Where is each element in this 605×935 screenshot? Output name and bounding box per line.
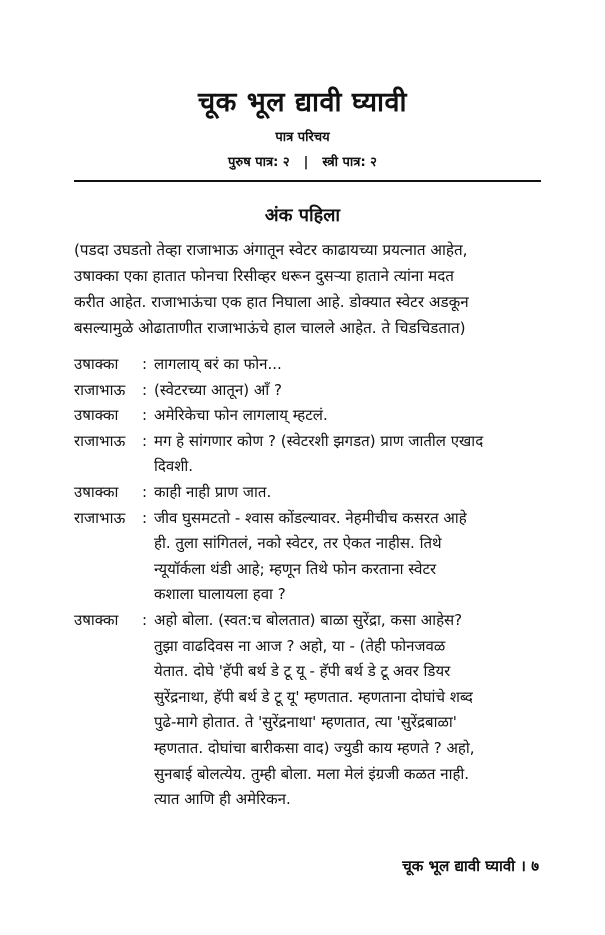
dialogue-line: तुझा वाढदिवस ना आज ? अहो, या - (तेही फोनजवळ — [154, 636, 446, 655]
male-characters-count: पुरुष पात्र: २ — [228, 155, 290, 170]
cast-heading: पात्र परिचय — [275, 130, 330, 145]
speaker-colon: : — [142, 431, 148, 450]
dialogue-line: येतात. दोघे 'हॅपी बर्थ डे टू यू - हॅपी बर्थ डे टू अवर डियर — [154, 662, 451, 681]
dialogue-line: त्यात आणि ही अमेरिकन. — [154, 790, 291, 809]
dialogue-entry — [74, 480, 544, 506]
speaker-name: उषाक्का — [74, 355, 119, 373]
speaker-name: उषाक्का — [74, 610, 119, 629]
dialogue-line: दिवशी. — [154, 457, 194, 476]
speaker-colon: : — [142, 508, 148, 527]
dialogue-entry — [74, 608, 544, 813]
speaker-colon: : — [142, 610, 148, 629]
dialogue-line: जीव घुसमटतो - श्वास कोंडल्यावर. नेहमीचीच कसरत आहे — [154, 508, 467, 527]
dialogue-entry — [74, 352, 544, 378]
dialogue-line: सुरेंद्रनाथा, हॅपी बर्थ डे टू यू' म्हणतात. म्हणताना दोघांचे शब्द — [154, 687, 473, 706]
dialogue-line: मग हे सांगणार कोण ? (स्वेटरशी झगडत) प्राण जातील एखाद — [154, 431, 484, 450]
dialogue-line: काही नाही प्राण जात. — [154, 482, 272, 501]
dialogue-entry — [74, 429, 544, 480]
dialogue-entry — [74, 506, 544, 608]
dialogue-section — [74, 352, 544, 813]
running-footer: चूक भूल द्यावी घ्यावी । ७ — [402, 857, 539, 875]
dialogue-line: (स्वेटरच्या आतून) आँ ? — [154, 380, 282, 399]
dialogue-line: ही. तुला सांगितलं, नको स्वेटर, तर ऐकत नाहीस. तिथे — [154, 534, 442, 553]
dialogue-line: कशाला घालायला हवा ? — [154, 585, 286, 604]
dialogue-line: सुनबाई बोलत्येय. तुम्ही बोला. मला मेलं इंग्रजी कळत नाही. — [154, 764, 470, 783]
dialogue-line: पुढे-मागे होतात. ते 'सुरेंद्रनाथा' म्हणतात, त्या 'सुरेंद्रबाळा' — [154, 713, 457, 732]
speaker-name: राजाभाऊ — [74, 431, 126, 450]
dialogue-line: न्यूयॉर्कला थंडी आहे; म्हणून तिथे फोन करताना स्वेटर — [154, 559, 437, 578]
dialogue-line: अमेरिकेचा फोन लागलाय् म्हटलं. — [154, 406, 328, 425]
speaker-colon: : — [142, 380, 148, 399]
speaker-name: राजाभाऊ — [74, 508, 126, 527]
cast-separator: | — [303, 155, 309, 170]
speaker-colon: : — [142, 355, 148, 373]
dialogue-line: अहो बोला. (स्वत:च बोलतात) बाळा सुरेंद्रा, कसा आहेस? — [154, 610, 463, 629]
stage-direction-line: करीत आहेत. राजाभाऊंचा एक हात निघाला आहे. डोक्यात स्वेटर अडकून — [74, 293, 469, 311]
stage-direction-line: बसल्यामुळे ओढाताणीत राजाभाऊंचे हाल चालले आहेत. ते चिडचिडतात) — [74, 319, 466, 337]
stage-direction — [74, 237, 542, 341]
dialogue-entry — [74, 378, 544, 404]
dialogue-entry — [74, 403, 544, 429]
page-title: चूक भूल द्यावी घ्यावी — [198, 87, 407, 118]
dialogue-line: म्हणतात. दोघांचा बारीकसा वाद) ज्युडी काय म्हणते ? अहो, — [154, 738, 475, 757]
speaker-colon: : — [142, 482, 148, 501]
speaker-name: उषाक्का — [74, 482, 119, 501]
female-characters-count: स्त्री पात्र: २ — [322, 155, 377, 170]
dialogue-line: लागलाय् बरं का फोन... — [154, 355, 282, 373]
act-heading: अंक पहिला — [264, 205, 341, 226]
speaker-colon: : — [142, 406, 148, 425]
horizontal-rule — [74, 180, 541, 182]
speaker-name: उषाक्का — [74, 406, 119, 425]
speaker-name: राजाभाऊ — [74, 380, 126, 399]
cast-summary — [0, 152, 605, 170]
stage-direction-line: उषाक्का एका हातात फोनचा रिसीव्हर धरून दुसऱ्या हाताने त्यांना मदत — [74, 267, 454, 285]
stage-direction-line: (पडदा उघडतो तेव्हा राजाभाऊ अंगातून स्वेटर काढायच्या प्रयत्नात आहेत, — [74, 241, 468, 259]
